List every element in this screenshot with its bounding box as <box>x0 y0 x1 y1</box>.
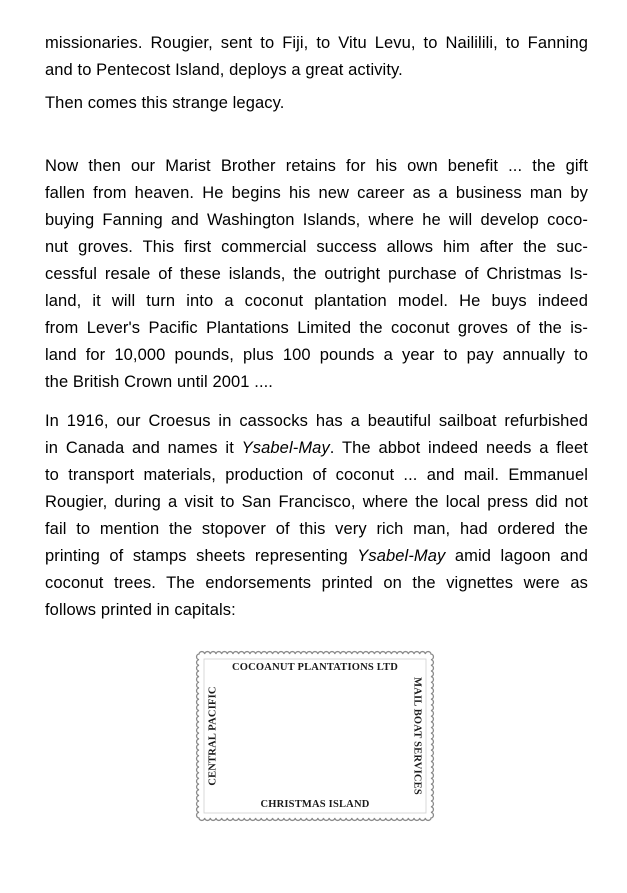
text-line: Rougier, during a visit to San Francisco, where the local press did not <box>45 493 588 511</box>
text-line <box>45 435 588 462</box>
stamp-bottom-text: CHRISTMAS ISLAND <box>260 799 370 810</box>
text-line: the British Crown until 2001 .... <box>45 373 273 391</box>
text-line: nut groves. This first commercial success allows him after the suc- <box>45 238 588 256</box>
text-segment: in Canada and names it <box>45 439 242 457</box>
ship-name: Ysabel-May <box>241 439 330 457</box>
text-line: and to Pentecost Island, deploys a great activity. <box>45 61 403 79</box>
text-line: coconut trees. The endorsements printed on the vignettes were as <box>45 574 588 592</box>
text-line: fail to mention the stopover of this very rich man, had ordered the <box>45 520 588 538</box>
paragraph-4 <box>45 408 588 624</box>
text-segment: amid lagoon and <box>445 547 589 565</box>
text-line: In 1916, our Croesus in cassocks has a beautiful sailboat refurbished <box>45 412 588 430</box>
document-page <box>45 30 588 624</box>
text-line: land, it will turn into a coconut plantation model. He buys indeed <box>45 292 588 310</box>
text-line: missionaries. Rougier, sent to Fiji, to Vitu Levu, to Naililili, to Fanning <box>45 34 588 52</box>
stamp-top-text: COCOANUT PLANTATIONS LTD <box>231 662 399 673</box>
stamp-perforation-path <box>197 652 434 821</box>
text-segment: . The abbot indeed needs a fleet <box>329 439 588 457</box>
stamp-right-text: MAIL BOAT SERVICES <box>411 677 423 795</box>
paragraph-2 <box>45 90 588 117</box>
paragraph-1 <box>45 30 588 84</box>
text-line: buying Fanning and Washington Islands, where he will develop coco- <box>45 211 588 229</box>
text-line: fallen from heaven. He begins his new career as a business man by <box>45 184 588 202</box>
ship-name: Ysabel-May <box>357 547 446 565</box>
text-line: land for 10,000 pounds, plus 100 pounds a year to pay annually to <box>45 346 588 364</box>
text-line: cessful resale of these islands, the outright purchase of Christmas Is- <box>45 265 588 283</box>
text-line: to transport materials, production of coconut ... and mail. Emmanuel <box>45 466 588 484</box>
text-line: from Lever's Pacific Plantations Limited the coconut groves of the is- <box>45 319 588 337</box>
stamp-inner-frame <box>204 659 426 813</box>
paragraph-3 <box>45 153 588 396</box>
stamp-vignette <box>195 650 435 822</box>
text-segment: printing of stamps sheets representing <box>45 547 358 565</box>
stamp-left-text: CENTRAL PACIFIC <box>207 686 219 786</box>
text-line: Then comes this strange legacy. <box>45 94 285 112</box>
text-line: Now then our Marist Brother retains for his own benefit ... the gift <box>45 157 588 175</box>
stamp-perforated-border <box>195 650 435 822</box>
text-line: follows printed in capitals: <box>45 601 236 619</box>
text-line <box>45 543 588 570</box>
